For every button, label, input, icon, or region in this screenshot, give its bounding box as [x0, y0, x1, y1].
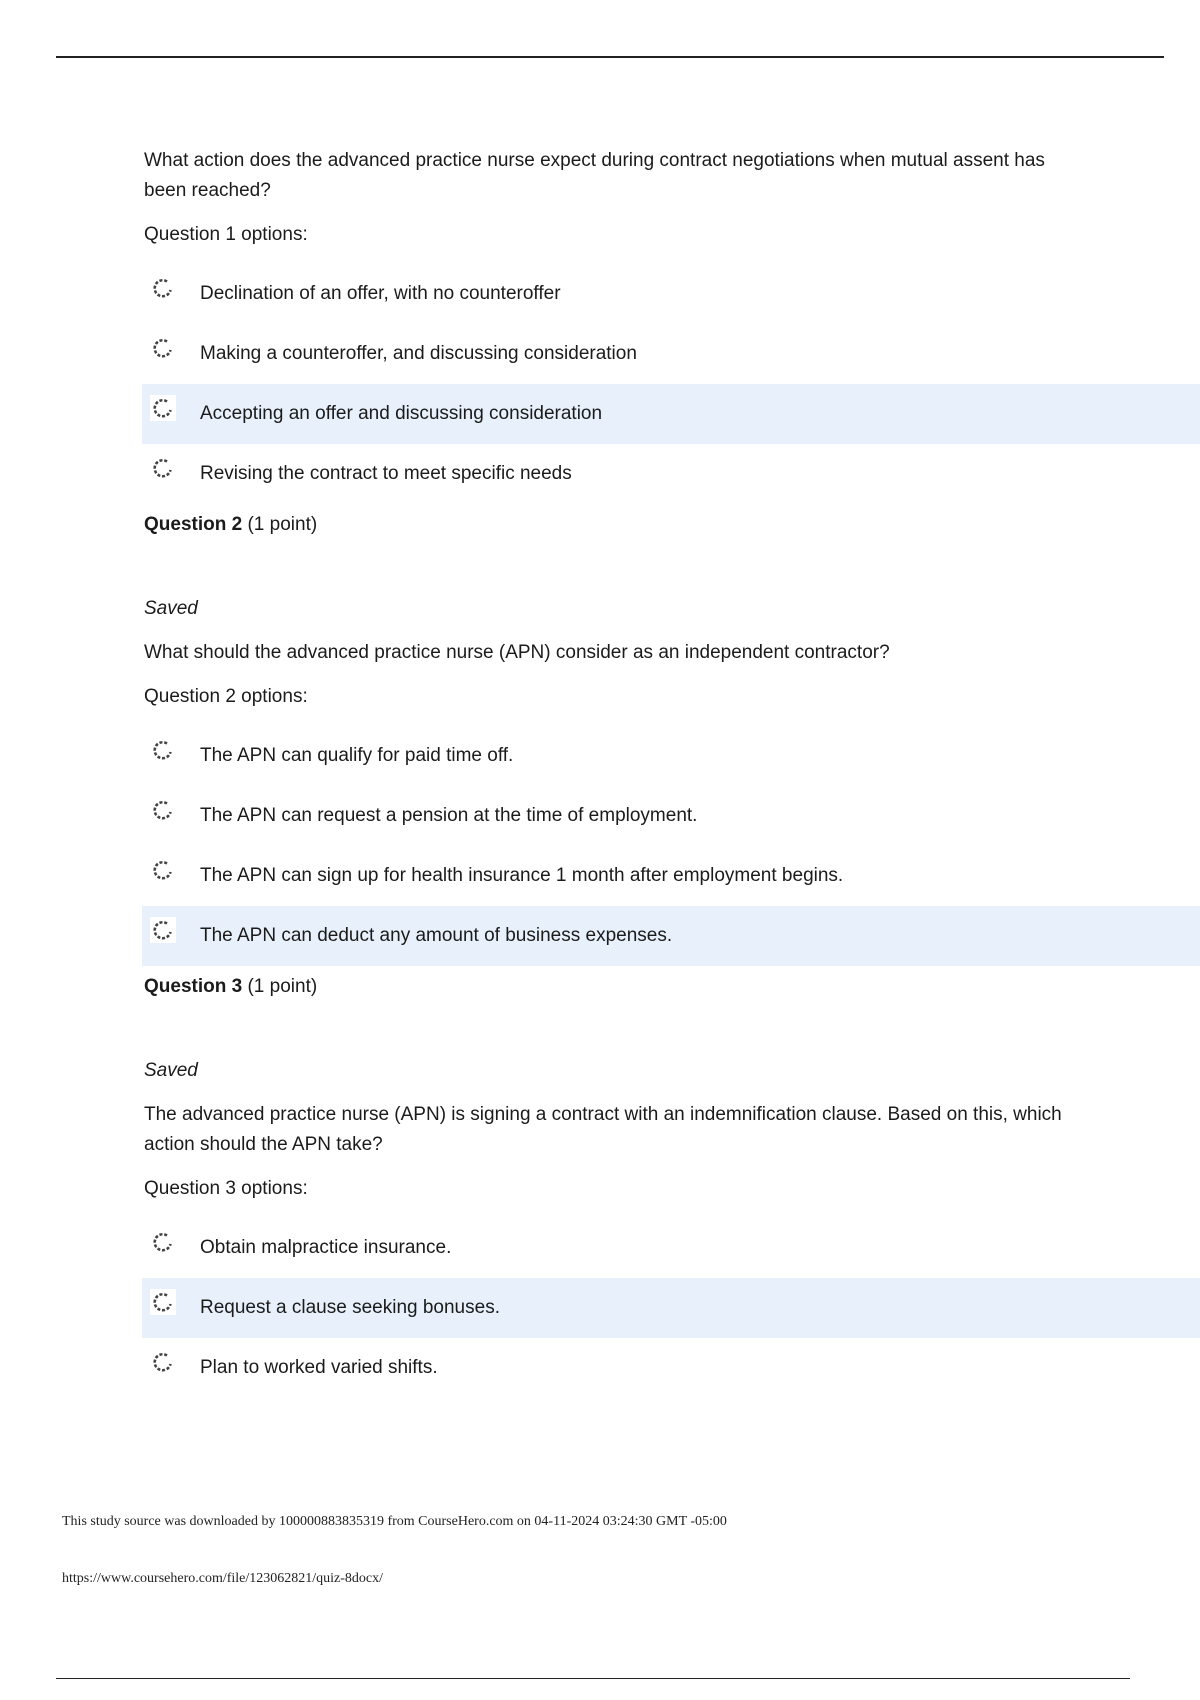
question-1-option-3[interactable] — [142, 384, 1200, 444]
radio-loading-icon[interactable] — [150, 1229, 176, 1255]
question-2-option-3[interactable] — [142, 846, 1184, 906]
radio-loading-icon[interactable] — [150, 395, 176, 421]
question-2-option-4[interactable] — [142, 906, 1200, 966]
bottom-divider — [56, 1678, 1130, 1679]
download-source-notice: This study source was downloaded by 100000883835319 from CourseHero.com on 04-11-2024 03:24:30 GMT -05:00 — [62, 1514, 727, 1529]
question-3-points: (1 point) — [247, 976, 318, 997]
radio-loading-icon[interactable] — [150, 737, 176, 763]
question-1-option-2[interactable] — [142, 324, 1184, 384]
option-label: The APN can qualify for paid time off. — [200, 745, 514, 766]
option-label: Request a clause seeking bonuses. — [200, 1297, 500, 1318]
question-3-options — [144, 1218, 1184, 1398]
radio-loading-icon[interactable] — [150, 917, 176, 943]
option-label: The APN can sign up for health insurance 1 month after employment begins. — [200, 865, 844, 886]
question-1-options-label: Question 1 options: — [144, 224, 308, 245]
question-3-header — [144, 972, 1184, 1002]
top-divider — [56, 56, 1164, 58]
option-label: Making a counteroffer, and discussing consideration — [200, 343, 637, 364]
option-label: Accepting an offer and discussing consideration — [200, 403, 603, 424]
question-2-option-2[interactable] — [142, 786, 1184, 846]
question-3-option-3[interactable] — [142, 1338, 1184, 1398]
question-1 — [144, 146, 1184, 504]
option-label: Obtain malpractice insurance. — [200, 1237, 452, 1258]
question-3-number: Question 3 — [144, 976, 243, 997]
question-1-text: What action does the advanced practice nurse expect during contract negotiations when mutual assent has been reached? — [144, 150, 1045, 201]
question-2-options-label: Question 2 options: — [144, 686, 308, 707]
radio-loading-icon[interactable] — [150, 275, 176, 301]
question-2 — [144, 510, 1184, 966]
question-2-number: Question 2 — [144, 514, 243, 535]
quiz-content — [144, 146, 1184, 1398]
radio-loading-icon[interactable] — [150, 455, 176, 481]
radio-loading-icon[interactable] — [150, 797, 176, 823]
question-3-options-label: Question 3 options: — [144, 1178, 308, 1199]
radio-loading-icon[interactable] — [150, 335, 176, 361]
question-1-option-4[interactable] — [142, 444, 1184, 504]
question-3-text: The advanced practice nurse (APN) is signing a contract with an indemnification clause. Based on this, which action should the APN take? — [144, 1104, 1062, 1155]
question-3 — [144, 972, 1184, 1398]
radio-loading-icon[interactable] — [150, 1289, 176, 1315]
question-1-option-1[interactable] — [142, 264, 1184, 324]
source-url: https://www.coursehero.com/file/123062821/quiz-8docx/ — [62, 1571, 384, 1586]
question-3-option-2[interactable] — [142, 1278, 1200, 1338]
question-3-option-1[interactable] — [142, 1218, 1184, 1278]
option-label: Revising the contract to meet specific needs — [200, 463, 572, 484]
question-3-saved-status: Saved — [144, 1060, 198, 1081]
option-label: The APN can request a pension at the time of employment. — [200, 805, 698, 826]
radio-loading-icon[interactable] — [150, 857, 176, 883]
question-2-header — [144, 510, 1184, 540]
question-2-points: (1 point) — [247, 514, 318, 535]
option-label: Plan to worked varied shifts. — [200, 1357, 438, 1378]
radio-loading-icon[interactable] — [150, 1349, 176, 1375]
question-2-saved-status: Saved — [144, 598, 198, 619]
question-2-text: What should the advanced practice nurse (APN) consider as an independent contractor? — [144, 642, 890, 663]
option-label: Declination of an offer, with no counteroffer — [200, 283, 561, 304]
option-label: The APN can deduct any amount of business expenses. — [200, 925, 673, 946]
question-1-options — [144, 264, 1184, 504]
question-2-option-1[interactable] — [142, 726, 1184, 786]
question-2-options — [144, 726, 1184, 966]
